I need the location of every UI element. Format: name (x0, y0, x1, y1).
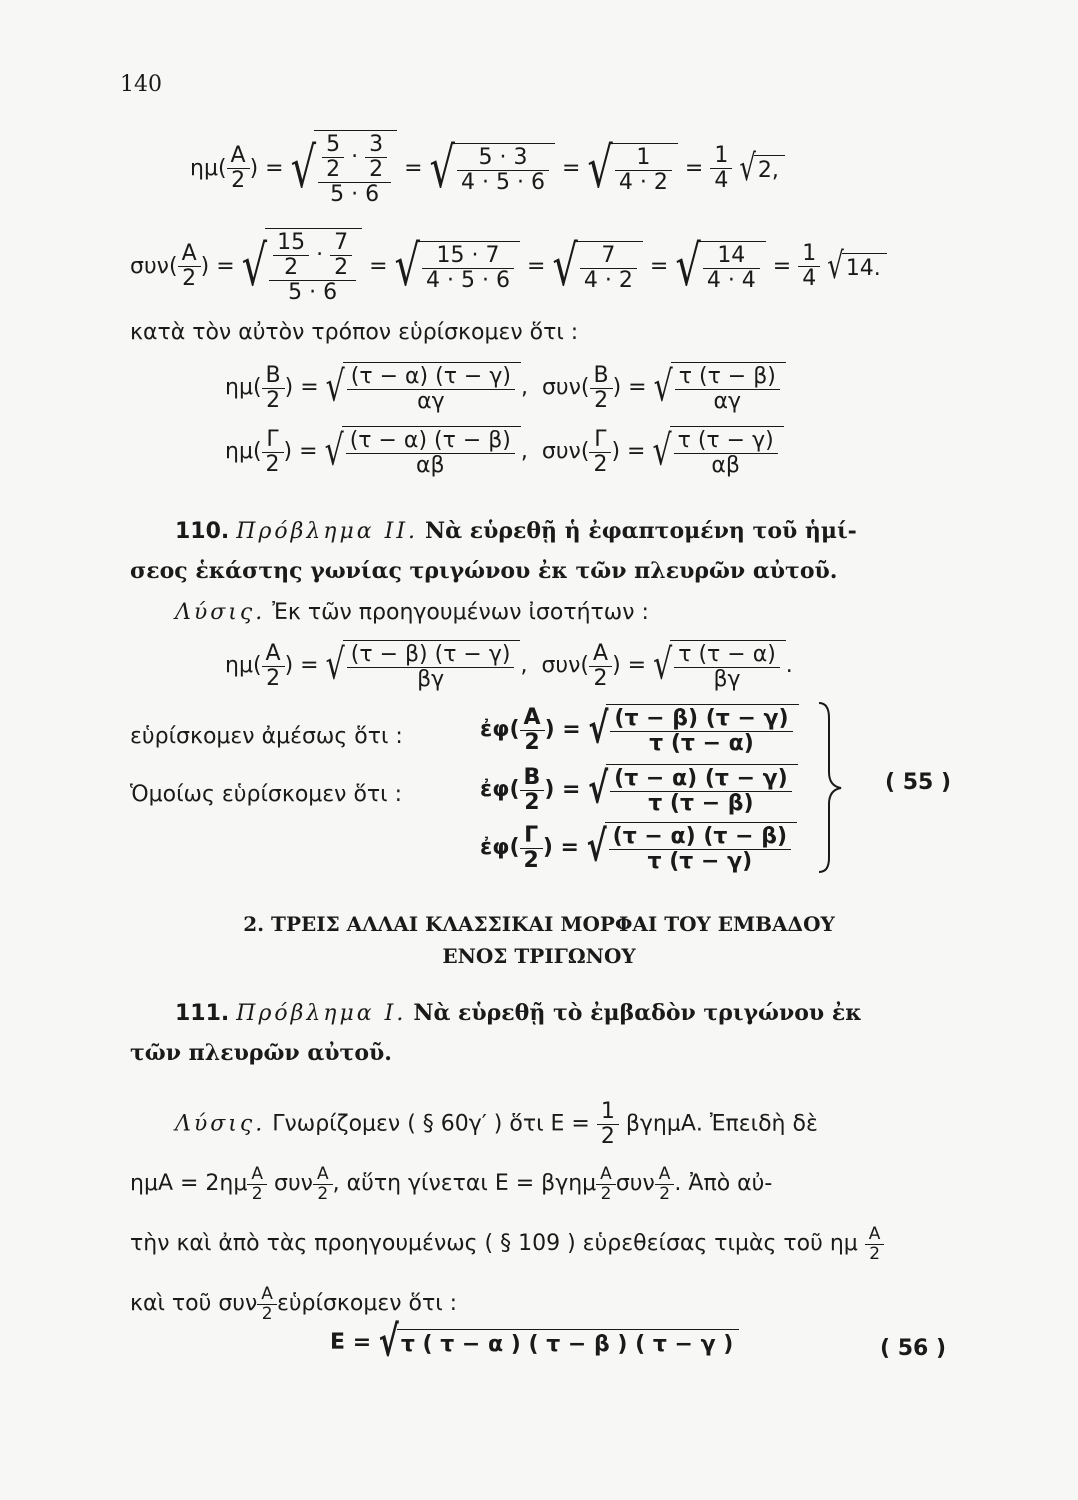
equation-label-55: ( 55 ) (885, 770, 952, 795)
likewise-text: Ὁμοίως εὑρίσκομεν ὅτι : (130, 782, 403, 807)
solution-110: Λύσις. Ἐκ τῶν προηγουμένων ἰσοτήτων : (175, 600, 649, 625)
equation-g-half: ημ( $\frac{\Gamma}{2}$ ) = √ $\frac{(\tau - \alpha) (\tau - \beta)}{\alpha\beta}$ , συν( $\frac{\Gamma}{2}$ ) = √ $\frac{\tau (\tau - \gamma)}{\alpha\beta}$ (225, 426, 784, 478)
direct-text: εὑρίσκομεν ἀμέσως ὅτι : (130, 724, 403, 749)
problem-110-line1: 110. Πρόβλημα ΙΙ. Νὰ εὑρεθῇ ἡ ἐφαπτομένη τοῦ ἡμί- (175, 518, 857, 544)
solution-111-line2: ημΑ = 2ημ $\frac{A}{2}$ συν $\frac{A}{2}$ , αὕτη γίνεται Ε = βγημ $\frac{A}{2}$ συν $\frac{A}{2}$ . Ἀπὸ αὐ- (130, 1164, 773, 1204)
equation-a-half-restated: ημ( $\frac{A}{2}$ ) = √ $\frac{(\tau - \beta) (\tau - \gamma)}{\beta\gamma}$ , συν( $\frac{A}{2}$ ) = √ $\frac{\tau (\tau - \alpha)}{\beta\gamma}$ . (225, 640, 793, 693)
solution-111-line3: τὴν καὶ ἀπὸ τὰς προηγουμένως ( § 109 ) εὑρεθείσας τιμὰς τοῦ ημ $\frac{A}{2}$ (130, 1225, 884, 1263)
equation-label-56: ( 56 ) (880, 1336, 947, 1361)
equation-b-half: ημ( $\frac{B}{2}$ ) = √ $\frac{(\tau - \alpha) (\tau - \gamma)}{\alpha\gamma}$ , συν( $\frac{B}{2}$ ) = √ $\frac{\tau (\tau - \beta)}{\alpha\gamma}$ (225, 362, 786, 414)
page-number: 140 (120, 72, 162, 97)
solution-111-line4: καὶ τοῦ συν $\frac{A}{2}$ εὑρίσκομεν ὅτι : (130, 1284, 458, 1324)
problem-111-line2: τῶν πλευρῶν αὐτοῦ. (130, 1040, 392, 1066)
problem-111-line1: 111. Πρόβλημα Ι. Νὰ εὑρεθῇ τὸ ἐμβαδὸν τριγώνου ἐκ (175, 1000, 862, 1026)
equation-hm-a-half: ημ( $\frac{A}{2}$ ) = √ $\frac{5}{2}$ · $\frac{3}{2}$ 5 · 6 = √ $\frac{5 \cdot 3}{4 \cdot 5 \cdot 6}$ = √ $\frac{1}{4 \cdot 2}$ = $\frac{1}{4}$ √2, (190, 130, 785, 208)
similarly-text: κατὰ τὸν αὐτὸν τρόπον εὑρίσκομεν ὅτι : (130, 320, 579, 345)
section-title-line1: 2. ΤΡΕΙΣ ΑΛΛΑΙ ΚΛΑΣΣΙΚΑΙ ΜΟΡΦΑΙ ΤΟΥ ΕΜΒΑΔΟΥ (243, 912, 835, 936)
section-title-line2: ΕΝΟΣ ΤΡΙΓΩΝΟΥ (442, 944, 636, 968)
solution-111-line1: Λύσις. Γνωρίζομεν ( § 60γ′ ) ὅτι Ε = $\frac{1}{2}$ βγημΑ. Ἐπειδὴ δὲ (175, 1099, 818, 1150)
right-brace (815, 700, 845, 875)
tan-equation-g: ἐφ( $\frac{\Gamma}{2}$ ) = √ $\frac{(\tau - \alpha) (\tau - \beta)}{\tau (\tau - \gamma)}$ (480, 822, 797, 874)
equation-syn-a-half: συν( $\frac{A}{2}$ ) = √ $\frac{15}{2}$ · $\frac{7}{2}$ 5 · 6 = √ $\frac{15 \cdot 7}{4 \cdot 5 \cdot 6}$ = √ $\frac{7}{4 \cdot 2}$ = √ $\frac{14}{4 \cdot 4}$ = $\frac{1}{4}$ √14. (130, 228, 887, 306)
tan-equation-b: ἐφ( $\frac{B}{2}$ ) = √ $\frac{(\tau - \alpha) (\tau - \gamma)}{\tau (\tau - \beta)}$ (480, 764, 798, 816)
radical-big: $\frac{5}{2}$ · $\frac{3}{2}$ 5 · 6 (314, 130, 397, 208)
tan-equation-a: ἐφ( $\frac{A}{2}$ ) = √ $\frac{(\tau - \beta) (\tau - \gamma)}{\tau (\tau - \alpha)}$ (480, 704, 799, 756)
fn-label: ημ (190, 155, 218, 181)
equation-56: Ε = √τ ( τ − α ) ( τ − β ) ( τ − γ ) (330, 1328, 739, 1358)
problem-110-line2: σεος ἑκάστης γωνίας τριγώνου ἐκ τῶν πλευρῶν αὐτοῦ. (130, 558, 838, 584)
